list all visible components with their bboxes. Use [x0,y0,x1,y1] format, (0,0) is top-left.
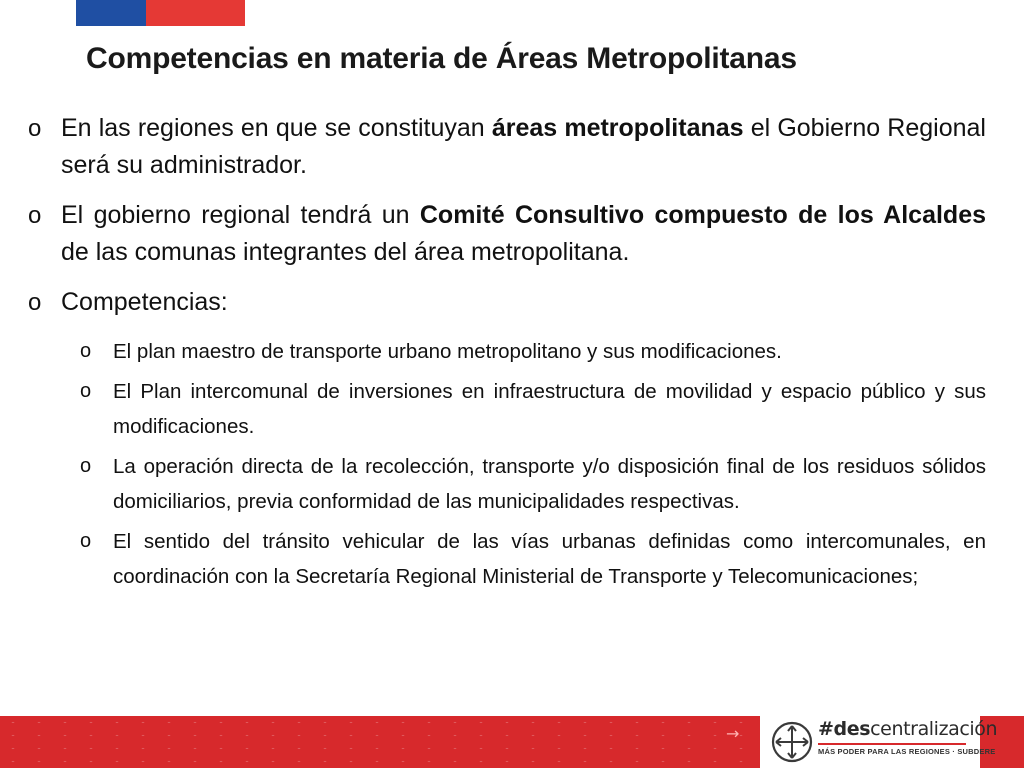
bullet-text: La operación directa de la recolección, transporte y/o disposición final de los residuos sólidos domiciliarios, previa conformidad de las municipalidades respectivas. [113,455,986,513]
hashtag-prefix: #des [818,718,871,740]
bullet-text: En las regiones en que se constituyan [61,114,492,142]
bullet-text: Competencias: [61,288,228,316]
bullet-marker: o [80,530,92,552]
arrow-right-icon: → [726,724,740,743]
bullet-text: El plan maestro de transporte urbano metropolitano y sus modificaciones. [113,340,782,363]
bullet-item-level-2 [26,374,986,444]
bullet-marker: o [28,289,42,316]
bullet-text: El sentido del tránsito vehicular de las vías urbanas definidas como intercomunales, en coordinación con la Secretaría Regional Ministerial de Transporte y Telecomunicaciones; [113,530,986,588]
bullet-item-level-2 [26,449,986,519]
hashtag-descentralizacion [818,718,997,740]
bullet-list [26,110,986,599]
bullet-item-level-1 [26,110,986,184]
bullet-item-level-1 [26,284,986,321]
bullet-text: de las comunas integrantes del área metropolitana. [61,238,630,266]
bullet-item-level-1 [26,197,986,271]
bullet-item-level-2 [26,334,986,369]
bullet-marker: o [80,340,92,362]
bullet-marker: o [28,115,42,142]
flag-stripe-red [146,0,245,26]
flag-stripe-blue [76,0,146,26]
slide-title: Competencias en materia de Áreas Metropolitanas [86,42,797,75]
bullet-text: El gobierno regional tendrá un [61,201,420,229]
tagline-divider [818,743,966,745]
bullet-marker: o [80,380,92,402]
footer-bar [0,716,1024,768]
bullet-text-bold: Comité Consultivo compuesto de los Alcaldes [419,201,986,229]
footer-tagline: MÁS PODER PARA LAS REGIONES · SUBDERE [818,747,996,756]
bullet-text: el Gobierno Regional será su administrador. [61,114,986,179]
descentralizacion-logo-icon [770,720,814,764]
bullet-marker: o [80,455,92,477]
bullet-text-bold: áreas metropolitanas [491,114,744,142]
bullet-marker: o [28,202,42,229]
footer-pattern [0,716,760,768]
hashtag-suffix: centralización [870,718,998,740]
bullet-text: El Plan intercomunal de inversiones en infraestructura de movilidad y espacio público y sus modificaciones. [113,380,986,438]
bullet-item-level-2 [26,524,986,594]
